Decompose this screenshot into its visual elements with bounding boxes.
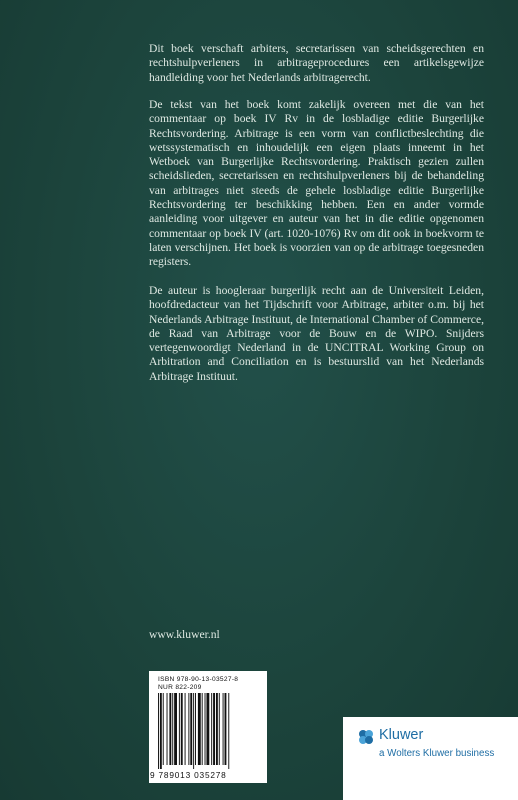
publisher-name: Kluwer [379,727,424,743]
description-paragraph-1: Dit boek verschaft arbiters, secretarissen van scheidsgerechten en rechtshulpverleners in arbitrageprocedures een artikelsgewijze handleiding voor het Nederlands arbitragerecht. [149,42,484,84]
nur-code: NUR 822-209 [158,684,202,691]
barcode-panel [149,671,267,783]
description-paragraph-2: De tekst van het boek komt zakelijk overeen met die van het commentaar op boek IV Rv in de losbladige editie Burgerlijke Rechtsvordering. Arbitrage is een vorm van conflictbeslechting die wetssystematisch en inhoudelijk een eigen plaats inneemt in het Wetboek van Burgerlijke Rechtsvordering. Praktisch gezien zullen scheidslieden, secretarissen en rechtshulpverleners bij de behandeling van arbitrages niet steeds de gehele losbladige editie Burgerlijke Rechtsvordering ter beschikking hebben. Een en ander vormde aanleiding voor uitgever en auteur van het in die editie opgenomen commentaar op boek IV (art. 1020-1076) Rv om dit ook in boekvorm te laten verschijnen. Het boek is voorzien van op de arbitrage toegesneden registers. [149,98,484,269]
kluwer-logo-icon [357,728,375,746]
publisher-tagline: a Wolters Kluwer business [379,748,495,759]
barcode-digits: 9 789013 035278 [150,770,227,780]
author-paragraph: De auteur is hoogleraar burgerlijk recht aan de Universiteit Leiden, hoofdredacteur van het Tijdschrift voor Arbitrage, arbiter o.m. bij het Nederlands Arbitrage Instituut, de International Chamber of Commerce, de Raad van Arbitrage voor de Bouw en de WIPO. Snijders vertegenwoordigt Nederland in de UNCITRAL Working Group on Arbitration and Conciliation en is bestuurslid van het Nederlands Arbitrage Instituut. [149,284,484,383]
publisher-website: www.kluwer.nl [149,628,220,641]
barcode-icon [158,693,258,769]
isbn-number: ISBN 978-90-13-03527-8 [158,676,239,683]
publisher-logo-panel [343,717,518,800]
